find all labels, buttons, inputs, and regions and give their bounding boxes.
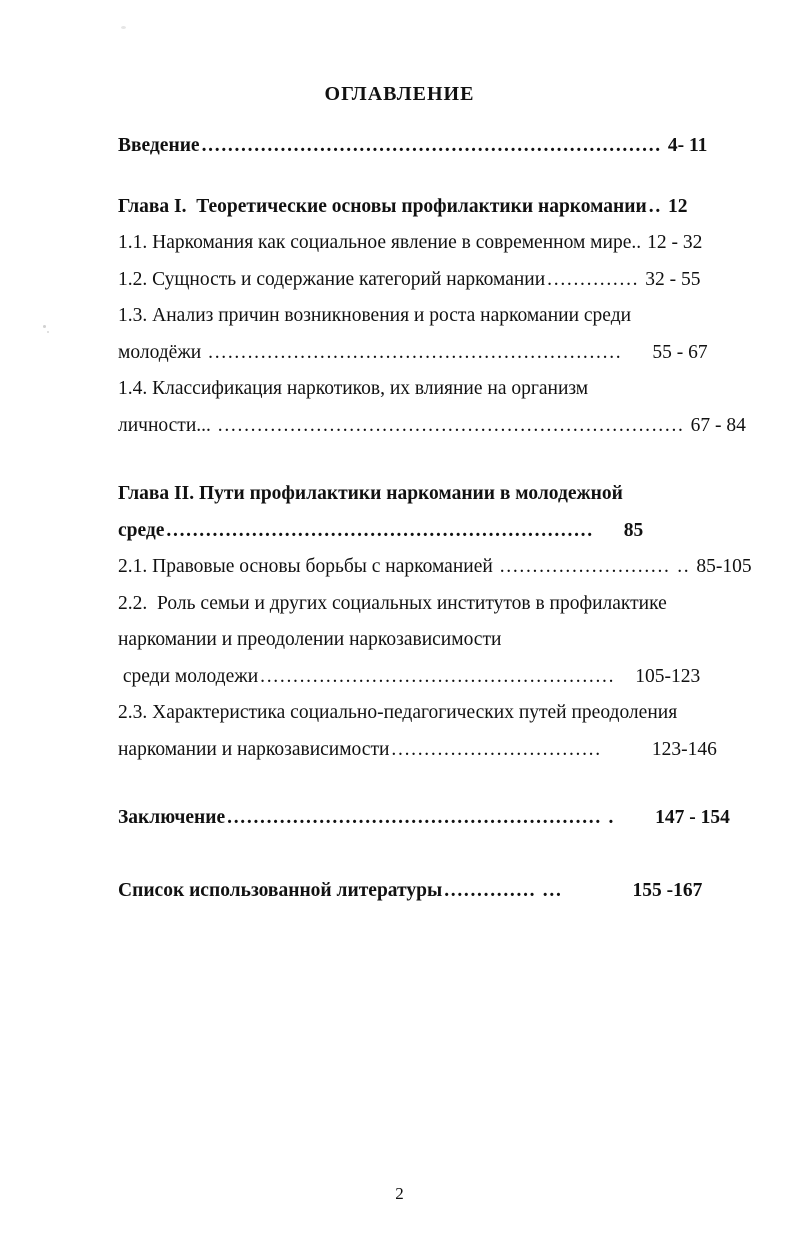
page-range: 55 - 67 xyxy=(652,341,708,363)
toc-line xyxy=(118,408,759,445)
toc-line xyxy=(118,262,759,299)
toc-line xyxy=(118,732,759,769)
toc-entry-text: Глава II. Пути профилактики наркомании в молодежной xyxy=(118,483,623,504)
toc-entry-text: среди молодежи xyxy=(118,665,259,687)
dot-leader: ...................................................................... xyxy=(201,135,662,156)
dot-leader: .......................... .. xyxy=(499,556,691,577)
toc-entry-text: 2.1. Правовые основы борьбы с наркоманией xyxy=(118,556,498,577)
scan-speck xyxy=(47,331,49,333)
toc xyxy=(0,128,799,909)
toc-entry-text: Введение xyxy=(118,135,200,156)
page-range: 147 - 154 xyxy=(655,807,730,828)
toc-entry-text: личности... xyxy=(118,414,216,436)
toc-entry-text: 1.1. Наркомания как социальное явление в современном мире.. xyxy=(118,232,642,253)
page-range: 12 - 32 xyxy=(647,232,703,253)
scan-speck xyxy=(121,26,126,29)
toc-line xyxy=(118,128,759,165)
toc-entry-text: наркомании и преодолении наркозависимости xyxy=(118,629,502,650)
toc-line xyxy=(118,695,759,732)
toc-entry-text: 2.2. Роль семьи и других социальных институтов в профилактике xyxy=(118,592,667,614)
toc-line xyxy=(118,189,759,226)
page-range: 67 - 84 xyxy=(690,414,746,436)
toc-entry-text: 1.2. Сущность и содержание категорий наркомании xyxy=(118,268,546,290)
page-range: 12 xyxy=(667,195,688,217)
toc-line xyxy=(118,549,759,586)
dot-leader: ................................ xyxy=(391,738,602,760)
toc-line xyxy=(118,622,759,659)
toc-line xyxy=(118,298,759,335)
dot-leader: .............. ... xyxy=(444,879,563,901)
dot-leader: ...................................................... xyxy=(260,665,616,687)
scan-speck xyxy=(43,325,46,328)
toc-line xyxy=(118,800,759,837)
toc-line xyxy=(118,586,759,623)
toc-entry-text: Список использованной литературы xyxy=(118,879,443,901)
page-range: 123-146 xyxy=(651,738,717,760)
toc-entry-text: 1.4. Классификация наркотиков, их влияние на организм xyxy=(118,378,589,399)
dot-leader: .............. xyxy=(547,268,640,290)
toc-entry-text: Заключение xyxy=(118,807,226,828)
page-range: 4- 11 xyxy=(667,135,708,156)
dot-leader: ............................................................... xyxy=(208,341,623,363)
toc-line xyxy=(118,371,759,408)
page-range: 105-123 xyxy=(635,665,701,687)
toc-line xyxy=(118,873,759,910)
toc-line xyxy=(118,335,759,372)
toc-entry-text: наркомании и наркозависимости xyxy=(118,738,390,760)
page-number: 2 xyxy=(395,1184,404,1203)
toc-entry-text: 1.3. Анализ причин возникновения и роста наркомании среди xyxy=(118,305,632,326)
dot-leader: .. xyxy=(648,195,662,217)
page-title: ОГЛАВЛЕНИЕ xyxy=(324,83,475,105)
page-range: 85 xyxy=(623,519,644,541)
page-range: 32 - 55 xyxy=(645,268,701,290)
dot-leader: ................................................................. xyxy=(166,519,594,541)
page-range: 85-105 xyxy=(696,556,752,577)
dot-leader: ......................................................... . xyxy=(227,807,616,828)
toc-line xyxy=(118,476,759,513)
toc-line xyxy=(118,225,759,262)
toc-entry-text: молодёжи xyxy=(118,341,207,363)
dot-leader: ....................................................................... xyxy=(217,414,685,436)
toc-line xyxy=(118,513,759,550)
page-range: 155 -167 xyxy=(632,879,703,901)
toc-entry-text: Глава I. Теоретические основы профилактики наркомании xyxy=(118,195,647,217)
toc-line xyxy=(118,659,759,696)
toc-entry-text: 2.3. Характеристика социально-педагогических путей преодоления xyxy=(118,702,678,723)
toc-entry-text: среде xyxy=(118,519,165,541)
